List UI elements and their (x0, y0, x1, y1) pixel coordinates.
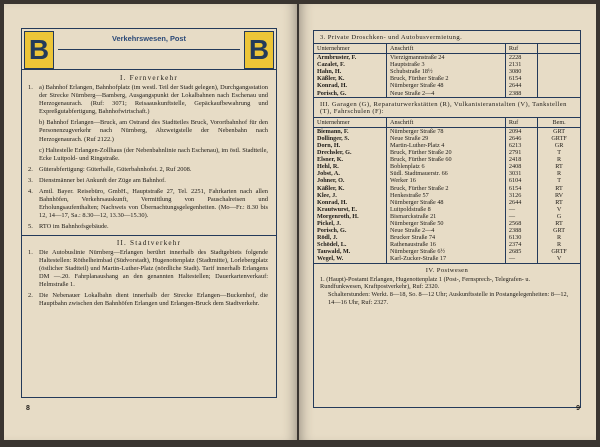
cell-remarks: GRTF (551, 134, 567, 142)
cell-phone: 2568 (505, 220, 537, 227)
cell-remarks (538, 82, 580, 89)
cell-name: Konrad, H. (314, 199, 387, 206)
item-number: 4. (28, 188, 33, 196)
cell-remarks: R (557, 234, 562, 242)
cell-name: Porisch, G. (314, 90, 387, 97)
cell-phone: 3031 (505, 170, 537, 177)
cell-remarks: R (557, 241, 562, 249)
item-text: Die Autobuslinie Nürnberg—Erlangen berührt innerhalb des Stadtgebiets folgende Haltestellen: Röthelheimbad (Südvorstadt), Hugenottenplatz (Stadtmitte), Lorlebergplatz (östlicher Stadtteil) und Martin-Luther-Platz (nördliche Stadt). Tarif innerhalb Erlangens DM —.20. Fahrplanaushang an den genannten Haltestellen; Dauerkartenverkauf: Helmstraße 1. (39, 248, 268, 288)
page-number: 8 (26, 405, 30, 412)
cell-phone: 2685 (505, 248, 537, 255)
cell-name: Käßler, K. (314, 75, 387, 82)
page-number: 9 (576, 405, 580, 412)
cell-address: Werker 16 (387, 177, 506, 184)
table-row (314, 227, 580, 234)
section-garagen-title: III. Garagen (G), Reparaturwerkstätten (R), Vulkanisieranstalten (V), Tankstellen (T), Fahrschulen (F): (320, 100, 567, 115)
cell-remarks: GRTF (551, 248, 567, 256)
cell-name: Schödel, L. (314, 241, 387, 248)
table-row (314, 135, 580, 142)
item-number: 3. (28, 176, 33, 184)
cell-remarks (538, 75, 580, 82)
cell-name: Jobst, A. (314, 170, 387, 177)
table-header-row (314, 44, 580, 54)
section-fernverkehr-title: I. Fernverkehr (120, 74, 178, 82)
cell-phone: 3126 (505, 192, 537, 199)
item-number: 5. (28, 223, 33, 231)
cell-address: Nürnberger Straße 48 (387, 199, 506, 206)
post-paragraph: Schalterstunden: Werkt. 8—18, So. 8—12 Uhr; Auskunftsstelle in Postangelegenheiten: 8—12, 14—16 Uhr, Ruf: 2327. (328, 290, 569, 306)
cell-name: Johner, O. (314, 177, 387, 184)
left-page-frame (21, 28, 277, 398)
cell-address: Luitpoldstraße 8 (387, 206, 506, 213)
section-letter-left: B (24, 31, 54, 69)
header-bottom-rule (22, 69, 276, 70)
cell-phone: 2131 (505, 61, 537, 68)
section-post-title: IV. Postwesen (425, 266, 469, 274)
stadtverkehr-list (22, 249, 276, 309)
col-header-phone: Ruf (505, 44, 537, 54)
cell-address: Bruck, Fürther Straße 20 (387, 149, 506, 156)
col-header-address: Anschrift (387, 44, 506, 54)
cell-phone: 2374 (505, 241, 537, 248)
cell-name: Drechsler, G. (314, 149, 387, 156)
cell-remarks: RT (555, 184, 563, 192)
cell-address: Nürnberger Straße 78 (387, 127, 506, 135)
cell-address: Boblenplatz 6 (387, 163, 506, 170)
table-row (314, 82, 580, 89)
cell-phone: 6154 (505, 75, 537, 82)
item-text: Güterabfertigung: Güterhalle, Güterbahnhofst. 2, Ruf 2008. (39, 165, 192, 173)
cell-address: Nürnberger Straße 50 (387, 220, 506, 227)
cell-phone: 6130 (505, 234, 537, 241)
droschken-table (314, 43, 580, 97)
cell-phone: — (505, 206, 537, 213)
item-text: Die Nebenauer Lokalbahn dient innerhalb der Strecke Erlangen—Buckenhof, die Hauptbahn zwischen den Bahnhöfen Erlangen und Erlangen-Bruck dem Stadtverkehr. (39, 291, 268, 308)
cell-address: Martin-Luther-Platz 4 (387, 142, 506, 149)
cell-address: Karl-Zucker-Straße 17 (387, 255, 506, 262)
cell-phone: — (505, 255, 537, 262)
cell-name: Tauwald, M. (314, 248, 387, 255)
cell-remarks: GRT (553, 227, 566, 235)
cell-name: Hehl, R. (314, 163, 387, 170)
cell-remarks (538, 68, 580, 75)
col-header-name: Unternehmer (314, 44, 387, 54)
cell-phone: 2388 (505, 227, 537, 234)
table-header-row (314, 117, 580, 127)
cell-phone: 2646 (505, 135, 537, 142)
list-subitem: b) Bahnhof Erlangen—Bruck, am Ostrand des Stadtteiles Bruck, Vorortbahnhof für den Personenzugverkehr nach Nürnberg, Abzweigstelle der Nebenbahn nach Herzogenaurach. (Ruf 2122.) (39, 119, 268, 143)
table-row (314, 213, 580, 220)
list-item (28, 223, 268, 231)
fernverkehr-list (22, 84, 276, 232)
page-title: Verkehrswesen, Post (112, 34, 186, 43)
header-rule (58, 49, 240, 50)
cell-address: Nürnberger Straße 6½ (387, 248, 506, 255)
cell-phone: 3080 (505, 68, 537, 75)
cell-remarks (538, 90, 580, 97)
list-subitem: c) Haltestelle Erlangen-Zollhaus (der Nebenbahnlinie nach Eschenau), im östl. Stadtteile, Ecke Luitpold- und Ringstraße. (39, 146, 268, 162)
cell-phone: 2418 (505, 156, 537, 163)
col-header-phone: Ruf (505, 117, 537, 127)
section-droschken-title: 3. Private Droschken- und Autobusvermietung. (320, 34, 463, 41)
post-paragraph: 1. (Haupt)-Postamt Erlangen, Hugenottenplatz 1 (Post-, Fernsprech-, Telegrafen- u. Rundfunkwesen, Kraftpostverkehr), Ruf: 2320. (320, 275, 531, 291)
table-row (314, 248, 580, 255)
cell-phone: 2644 (505, 199, 537, 206)
cell-remarks: G (556, 212, 562, 220)
cell-address: Neue Straße 2—4 (387, 90, 506, 97)
table-row (314, 177, 580, 184)
col-header-remarks (538, 44, 580, 54)
cell-remarks: R (557, 170, 562, 178)
cell-address: Hauptstraße 3 (387, 61, 506, 68)
cell-remarks: RV (555, 191, 564, 199)
table-row (314, 185, 580, 192)
right-page (299, 4, 596, 440)
cell-name: Dollinger, S. (314, 135, 387, 142)
cell-address: Bismarckstraße 21 (387, 213, 506, 220)
item-number: 2. (28, 165, 33, 173)
cell-name: Pickel, J. (314, 220, 387, 227)
item-text: Dienstmänner bei Ankunft der Züge am Bahnhof. (39, 176, 166, 184)
cell-address: Südl. Stadtmauerstr. 66 (387, 170, 506, 177)
cell-remarks: GRT (553, 127, 566, 135)
cell-phone: 2791 (505, 149, 537, 156)
cell-address: Bruck, Fürther Straße 2 (387, 75, 506, 82)
cell-remarks: V (556, 205, 562, 213)
table-row (314, 90, 580, 97)
cell-name: Cazalet, F. (314, 61, 387, 68)
cell-name: Armbruster, F. (314, 54, 387, 62)
right-page-frame (313, 30, 581, 408)
cell-address: Henkestraße 57 (387, 192, 506, 199)
item-number: 2. (28, 291, 33, 299)
table-row (314, 156, 580, 163)
cell-remarks: T (557, 149, 561, 157)
table-row (314, 163, 580, 170)
list-item (28, 292, 268, 308)
cell-name: Klee, J. (314, 192, 387, 199)
cell-address: Bruck, Fürther Straße 2 (387, 185, 506, 192)
section-letter-right: B (244, 31, 274, 69)
item-text: RTO im Bahnhofsgebäude. (39, 223, 109, 231)
cell-name: Elsner, K. (314, 156, 387, 163)
cell-name: Porisch, G. (314, 227, 387, 234)
cell-phone: 2228 (505, 54, 537, 62)
table-row (314, 220, 580, 227)
cell-remarks: V (556, 255, 562, 263)
item-number: 1. (28, 84, 33, 91)
cell-address: Bruck, Fürther Straße 60 (387, 156, 506, 163)
cell-name: Käßler, K. (314, 185, 387, 192)
cell-remarks: RT (555, 198, 563, 206)
table-row (314, 234, 580, 241)
cell-address: Vierzigmannstraße 24 (387, 54, 506, 62)
cell-remarks (538, 61, 580, 68)
cell-remarks: R (557, 156, 562, 164)
left-page (4, 4, 297, 440)
cell-address: Nürnberger Straße 48 (387, 82, 506, 89)
table-row (314, 142, 580, 149)
cell-name: Konrad, H. (314, 82, 387, 89)
cell-name: Dorn, H. (314, 142, 387, 149)
item-number: 1. (28, 248, 33, 256)
cell-remarks: GR (554, 141, 564, 149)
cell-remarks: T (557, 177, 561, 185)
cell-address: Neue Straße 2—4 (387, 227, 506, 234)
table-row (314, 75, 580, 82)
cell-remarks (538, 54, 580, 62)
cell-name: Krautwurst, E. (314, 206, 387, 213)
cell-phone: 6154 (505, 185, 537, 192)
cell-remarks: RT (555, 163, 563, 171)
cell-phone: 2094 (505, 127, 537, 135)
col-header-remarks: Bem. (538, 117, 580, 127)
garagen-table (314, 117, 580, 263)
page-header (22, 29, 276, 71)
table-row (314, 192, 580, 199)
cell-name: Hahn, H. (314, 68, 387, 75)
table-row (314, 206, 580, 213)
cell-phone: — (505, 213, 537, 220)
col-header-name: Unternehmer (314, 117, 387, 127)
list-item (28, 188, 268, 220)
list-item (28, 177, 268, 185)
table-row (314, 170, 580, 177)
table-row (314, 61, 580, 68)
cell-phone: 6104 (505, 177, 537, 184)
item-text: Amtl. Bayer. Reisebüro, GmbH., Hauptstraße 27, Tel. 2251, Fahrkarten nach allen Bahnhöfen, Verkehrsauskunft, Vermittlung von Pauschalreisen und Erholungsaufenthalten; Nachweis von Übernachtungsgelegenheiten. (Mo—Fr.: 8.30 bis 12, 14—17, Sa.: 8.30—12, 13.30—15.30). (39, 188, 268, 220)
cell-phone: 6213 (505, 142, 537, 149)
cell-address: Schubstraße 18½ (387, 68, 506, 75)
cell-name: Biemann, F. (314, 127, 387, 135)
table-row (314, 127, 580, 135)
table-row (314, 241, 580, 248)
table-row (314, 149, 580, 156)
table-row (314, 68, 580, 75)
cell-name: Rödl, J. (314, 234, 387, 241)
cell-address: Neue Straße 29 (387, 135, 506, 142)
cell-address: Rathenaustraße 16 (387, 241, 506, 248)
cell-remarks: RT (555, 219, 563, 227)
section-stadtverkehr-title: II. Stadtverkehr (116, 238, 182, 247)
list-item (28, 84, 268, 116)
col-header-address: Anschrift (387, 117, 506, 127)
list-item (28, 166, 268, 174)
cell-phone: 2408 (505, 163, 537, 170)
table-row (314, 199, 580, 206)
cell-phone: 2644 (505, 82, 537, 89)
table-row (314, 54, 580, 62)
cell-name: Wegel, W. (314, 255, 387, 262)
item-text: a) Bahnhof Erlangen, Bahnhofplatz (im westl. Teil der Stadt gelegen), Durchgangsstation der Strecke Nürnberg—Bamberg, Ausgangspunkt der Lokalbahnen nach Eschenau und Herzogenaurach. (Ruf: 3071; Reisaauskunftstelle, Gepäckaufbewahrung und Expreßgutabfertigung, Bahnhofwirtschaft.) (39, 84, 268, 116)
cell-phone: 2388 (505, 90, 537, 97)
cell-name: Morgenroth, H. (314, 213, 387, 220)
table-row (314, 255, 580, 262)
list-item (28, 249, 268, 289)
cell-address: Brucker Straße 74 (387, 234, 506, 241)
